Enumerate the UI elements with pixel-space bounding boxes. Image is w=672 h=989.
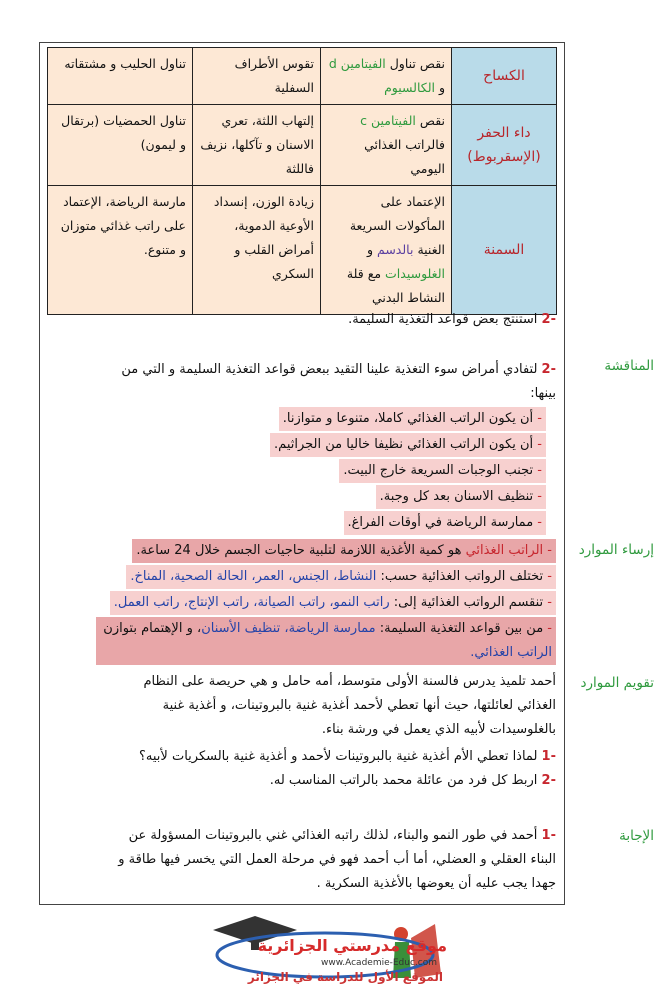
cause-text: فالراتب الغذائي اليومي [364, 137, 445, 176]
question-2 [348, 308, 556, 332]
list-item: - تجنب الوجبات السريعة خارج البيت. [116, 458, 546, 484]
ration-types: راتب النمو، راتب الصيانة، راتب الإنتاج، راتب العمل. [113, 595, 390, 610]
list-item [108, 769, 556, 793]
list-item [108, 745, 556, 769]
disease-cell: داء الحفر (الإسقربوط) [452, 105, 557, 186]
discussion-intro [116, 358, 556, 406]
lead-text: تختلف الرواتب الغذائية حسب: [376, 569, 544, 584]
logo-url: www.Academie-Educ.com [320, 958, 437, 968]
discussion-intro-text: لتفادي أمراض سوء التغذية علينا التقيد ببعض قواعد التغذية السليمة و التي من بينها: [121, 362, 556, 401]
question-number: -2 [541, 773, 556, 788]
rule-terms: الراتب الغذائي. [470, 645, 552, 660]
discussion-number: -2 [541, 362, 556, 377]
cause-term: الغلوسيدات [385, 266, 445, 281]
cause-term: الفيتامين c [360, 113, 416, 128]
evaluation-text: أحمد تلميذ يدرس فالسنة الأولى متوسط، أمه حامل و هي حريصة على النظام الغذائي لعائلتها، حيث أنها تعطي لأحمد أغذية غنية بالبروتينات، و أغذية غنية بالغلوسيدات لأبيه الذي يعمل في ورشة بناء. [143, 674, 556, 737]
list-item: - تنقسم الرواتب الغذائية إلى: راتب النمو، راتب الصيانة، راتب الإنتاج، راتب العمل. [96, 590, 556, 616]
disease-cell: السمنة [452, 186, 557, 315]
symptoms-cell: زيادة الوزن، إنسداد الأوعية الدموية، أمراض القلب و السكري [193, 186, 321, 315]
cause-term: بالدسم [377, 242, 414, 257]
lead-text: تنقسم الرواتب الغذائية إلى: [389, 595, 544, 610]
answer-body: أحمد في طور النمو والبناء، لذلك راتبه الغذائي غني بالبروتينات المسؤولة عن البناء العقلي و العضلي، أما أب أحمد فهو في مرحلة العمل التي يخسر فيها طاقة و جهدا يجب عليه أن يعوضها بالأغذية السكرية . [118, 828, 556, 891]
consolidation-label: إرساء الموارد [578, 542, 654, 558]
table-row [48, 186, 557, 315]
rule-text: تجنب الوجبات السريعة خارج البيت. [343, 463, 534, 478]
question-number: -1 [541, 749, 556, 764]
lead-text: ، و الإهتمام بتوازن [103, 621, 202, 636]
cause-text: نقص [415, 113, 445, 128]
cause-cell [321, 48, 452, 105]
rule-text: أن يكون الراتب الغذائي كاملا، متنوعا و متوازنا. [282, 411, 534, 426]
evaluation-questions [108, 745, 556, 793]
table-row [48, 105, 557, 186]
answer-number: -1 [541, 828, 556, 843]
evaluation-label: تقويم الموارد [580, 675, 654, 691]
consolidation-block [96, 538, 556, 666]
discussion-block [116, 358, 556, 536]
rule-terms: ممارسة الرياضة، تنظيف الأسنان [201, 621, 376, 636]
logo-tagline: الموقع الأول للدراسة في الجزائر [247, 970, 443, 984]
list-item: - الراتب الغذائي هو كمية الأغذية اللازمة لتلبية حاجيات الجسم خلال 24 ساعة. [96, 538, 556, 564]
cause-text: و [434, 80, 445, 95]
list-item: - ممارسة الرياضة في أوقات الفراغ. [116, 510, 546, 536]
cause-text: و [367, 242, 378, 257]
question-number: -2 [541, 312, 556, 327]
logo-title: موقع مدرستي الجزائرية [257, 936, 447, 955]
cause-term: الكالسيوم [384, 80, 435, 95]
rule-text: تنظيف الاسنان بعد كل وجبة. [379, 489, 534, 504]
prevention-cell: مارسة الرياضة، الإعتماد على راتب غذائي متوزان و متنوع. [48, 186, 193, 315]
diseases-table [47, 47, 557, 315]
cause-term: الفيتامين d [328, 56, 386, 71]
question-text: اربط كل فرد من عائلة محمد بالراتب المناسب له. [269, 773, 538, 788]
table-row [48, 48, 557, 105]
factors: النشاط، الجنس، العمر، الحالة الصحية، المناخ. [130, 569, 377, 584]
answer-text [108, 824, 556, 896]
question-text: استنتج بعض قواعد التغذية السليمة. [348, 312, 538, 327]
list-item: - من بين قواعد التغذية السليمة: ممارسة الرياضة، تنظيف الأسنان، و الإهتمام بتوازن الراتب الغذائي. [96, 616, 556, 666]
cause-cell [321, 105, 452, 186]
cause-text: الإعتماد على المأكولات السريعة الغنية [349, 194, 445, 257]
answer-label: الإجابة [619, 828, 654, 844]
list-item: - تختلف الرواتب الغذائية حسب: النشاط، الجنس، العمر، الحالة الصحية، المناخ. [96, 564, 556, 590]
prevention-cell: تناول الحمضيات (برتقال و ليمون) [48, 105, 193, 186]
symptoms-cell: إلتهاب اللثة، تعري الاسنان و تآكلها، نزيف فاللثة [193, 105, 321, 186]
discussion-label: المناقشة [604, 358, 654, 374]
question-text: لماذا تعطي الأم أغذية غنية بالبروتينات لأحمد و أغذية غنية بالسكريات لأبيه؟ [139, 749, 538, 764]
list-item: - تنظيف الاسنان بعد كل وجبة. [116, 484, 546, 510]
definition: هو كمية الأغذية اللازمة لتلبية حاجيات الجسم خلال 24 ساعة. [136, 543, 466, 558]
rule-text: ممارسة الرياضة في أوقات الفراغ. [347, 515, 534, 530]
cause-text: مع قلة النشاط البدني [346, 266, 445, 305]
list-item: - أن يكون الراتب الغذائي كاملا، متنوعا و متوازنا. [116, 406, 546, 432]
lead-text: من بين قواعد التغذية السليمة: [375, 621, 544, 636]
term: الراتب الغذائي [465, 543, 544, 558]
rules-list [116, 406, 546, 536]
cause-text: نقص تناول [385, 56, 445, 71]
disease-cell: الكساح [452, 48, 557, 105]
site-logo [205, 912, 465, 989]
cause-cell [321, 186, 452, 315]
prevention-cell: تناول الحليب و مشتقاته [48, 48, 193, 105]
rule-text: أن يكون الراتب الغذائي نظيفا خاليا من الجراثيم. [274, 437, 534, 452]
symptoms-cell: تقوس الأطراف السفلية [193, 48, 321, 105]
list-item: - أن يكون الراتب الغذائي نظيفا خاليا من الجراثيم. [116, 432, 546, 458]
